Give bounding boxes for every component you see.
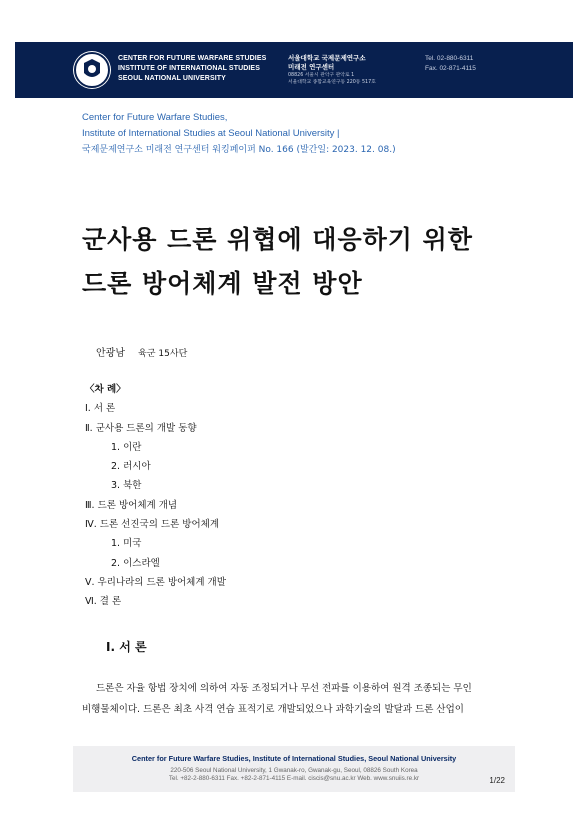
toc-item: Ⅳ. 드론 선진국의 드론 방어체계 xyxy=(85,519,219,531)
document-title: 군사용 드론 위협에 대응하기 위한 드론 방어체계 발전 방안 xyxy=(82,225,473,298)
toc-item: 2. 러시아 xyxy=(111,461,151,473)
toc-item: Ⅴ. 우리나라의 드론 방어체계 개발 xyxy=(85,576,226,588)
footer xyxy=(73,746,515,792)
author-name: 안광남 xyxy=(96,348,125,359)
publication-info: Center for Future Warfare Studies, Institute of International Studies at Seoul National University | 국제문제연구소 미래전 연구센터 워킹페이퍼 No. 166 (발간일: 2023. 12. 08.) xyxy=(82,112,396,155)
header-banner xyxy=(15,42,573,98)
toc-item: 2. 이스라엘 xyxy=(111,557,160,569)
header-org-en: CENTER FOR FUTURE WARFARE STUDIES INSTITUTE OF INTERNATIONAL STUDIES SEOUL NATIONAL UNIVERSITY xyxy=(118,55,267,82)
page-number: 1/22 xyxy=(489,776,505,785)
toc-item: Ⅲ. 드론 방어체계 개념 xyxy=(85,499,178,511)
table-of-contents xyxy=(85,380,226,612)
toc-item: 1. 이란 xyxy=(111,441,142,453)
body-paragraph: 드론은 자율 항법 장치에 의하여 자동 조정되거나 무선 전파를 이용하여 원격 조종되는 무인 비행물체이다. 드론은 최초 사격 연습 표적기로 개발되었으나 과학기술의 발달과 드론 산업이 xyxy=(82,683,472,715)
author-affiliation: 육군 15사단 xyxy=(138,349,188,359)
toc-item: 1. 미국 xyxy=(111,538,142,550)
toc-item: Ⅱ. 군사용 드론의 개발 동향 xyxy=(85,422,197,434)
toc-item: Ⅰ. 서 론 xyxy=(85,403,116,415)
toc-item: Ⅵ. 결 론 xyxy=(85,596,122,608)
footer-contact: Tel. +82-2-880-6311 Fax. +82-2-871-4115 E-mail. ciscis@snu.ac.kr Web. www.snuiis.re.kr xyxy=(168,775,420,782)
toc-item: 3. 북한 xyxy=(111,480,142,492)
footer-org: Center for Future Warfare Studies, Institute of International Studies, Seoul National University xyxy=(131,754,457,763)
footer-address: 220-506 Seoul National University, 1 Gwanak-ro, Gwanak-gu, Seoul, 08826 South Korea xyxy=(170,767,418,774)
toc-heading: 〈차 례〉 xyxy=(85,384,126,395)
header-contact: Tel. 02-880-6311 Fax. 02-871-4115 xyxy=(425,55,476,72)
university-logo xyxy=(73,51,111,89)
header-org-ko: 서울대학교 국제문제연구소 미래전 연구센터 08826 서울시 관악구 관악로 1 서울대학교 종합교육연구동 220동 517호 xyxy=(288,54,376,85)
section-heading: Ⅰ. 서 론 xyxy=(106,640,147,654)
author xyxy=(96,344,187,359)
